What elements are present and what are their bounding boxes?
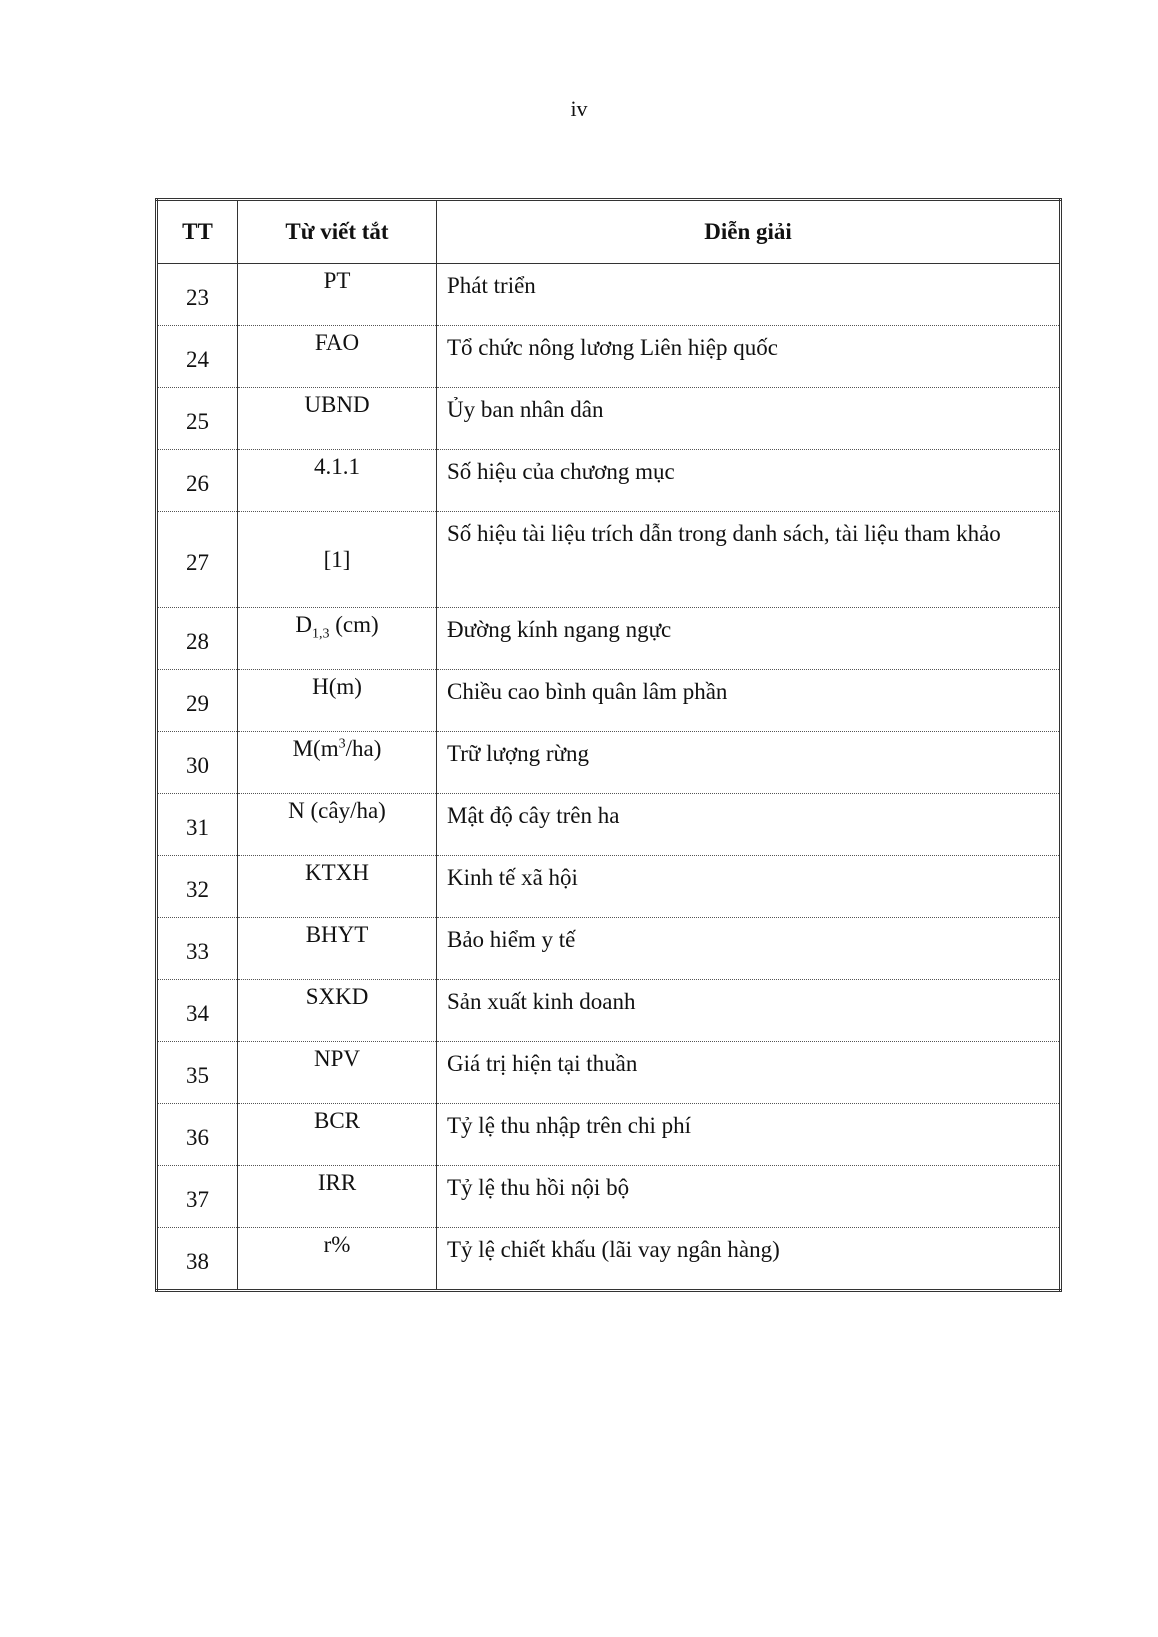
table-row (157, 326, 1061, 388)
row-abbreviation: BCR (238, 1104, 437, 1166)
abbreviation-table (155, 198, 1062, 1292)
table-row (157, 1104, 1061, 1166)
row-number: 36 (157, 1104, 238, 1166)
table-row (157, 670, 1061, 732)
row-description: Tỷ lệ chiết khấu (lãi vay ngân hàng) (437, 1228, 1061, 1291)
row-description: Đường kính ngang ngực (437, 608, 1061, 670)
row-number: 26 (157, 450, 238, 512)
row-abbreviation: r% (238, 1228, 437, 1291)
row-number: 25 (157, 388, 238, 450)
row-abbreviation: SXKD (238, 980, 437, 1042)
row-abbreviation: PT (238, 264, 437, 326)
row-abbreviation: UBND (238, 388, 437, 450)
row-description: Tỷ lệ thu nhập trên chi phí (437, 1104, 1061, 1166)
row-description: Bảo hiểm y tế (437, 918, 1061, 980)
row-number: 37 (157, 1166, 238, 1228)
row-number: 35 (157, 1042, 238, 1104)
header-tt: TT (157, 200, 238, 264)
abbreviation-main: D (295, 612, 312, 637)
row-description: Số hiệu của chương mục (437, 450, 1061, 512)
row-abbreviation: IRR (238, 1166, 437, 1228)
table-row (157, 264, 1061, 326)
row-abbreviation: H(m) (238, 670, 437, 732)
row-description: Sản xuất kinh doanh (437, 980, 1061, 1042)
row-description: Tổ chức nông lương Liên hiệp quốc (437, 326, 1061, 388)
table-row (157, 732, 1061, 794)
row-description: Ủy ban nhân dân (437, 388, 1061, 450)
row-number: 27 (157, 512, 238, 608)
row-number: 28 (157, 608, 238, 670)
row-abbreviation (238, 732, 437, 794)
row-number: 29 (157, 670, 238, 732)
row-description: Tỷ lệ thu hồi nội bộ (437, 1166, 1061, 1228)
table-row (157, 856, 1061, 918)
row-number: 30 (157, 732, 238, 794)
table-row (157, 918, 1061, 980)
abbreviation-subscript: 1,3 (311, 626, 330, 642)
row-number: 34 (157, 980, 238, 1042)
header-description: Diễn giải (437, 200, 1061, 264)
table-row (157, 450, 1061, 512)
row-number: 33 (157, 918, 238, 980)
table-header-row (157, 200, 1061, 264)
header-abbreviation: Từ viết tắt (238, 200, 437, 264)
row-abbreviation: [1] (238, 512, 437, 608)
table-row (157, 794, 1061, 856)
row-number: 31 (157, 794, 238, 856)
table-row (157, 980, 1061, 1042)
row-number: 23 (157, 264, 238, 326)
table-row (157, 1166, 1061, 1228)
table-row (157, 512, 1061, 608)
table-row (157, 1228, 1061, 1291)
abbreviation-main: M(m (292, 736, 339, 761)
row-abbreviation: KTXH (238, 856, 437, 918)
table-row (157, 388, 1061, 450)
table-row (157, 608, 1061, 670)
abbreviation-rest: /ha) (345, 736, 382, 761)
row-description: Trữ lượng rừng (437, 732, 1061, 794)
page-number: iv (570, 96, 588, 121)
row-abbreviation: FAO (238, 326, 437, 388)
row-description: Kinh tế xã hội (437, 856, 1061, 918)
table-row (157, 1042, 1061, 1104)
row-number: 32 (157, 856, 238, 918)
row-abbreviation: N (cây/ha) (238, 794, 437, 856)
row-abbreviation: 4.1.1 (238, 450, 437, 512)
abbreviation-superscript: 3 (338, 736, 346, 752)
row-number: 24 (157, 326, 238, 388)
row-description: Số hiệu tài liệu trích dẫn trong danh sách, tài liệu tham khảo (437, 512, 1061, 608)
row-description: Mật độ cây trên ha (437, 794, 1061, 856)
row-abbreviation: BHYT (238, 918, 437, 980)
abbreviation-rest: (cm) (329, 612, 379, 637)
row-abbreviation: NPV (238, 1042, 437, 1104)
row-description: Chiều cao bình quân lâm phần (437, 670, 1061, 732)
row-description: Phát triển (437, 264, 1061, 326)
row-number: 38 (157, 1228, 238, 1291)
row-abbreviation (238, 608, 437, 670)
row-description: Giá trị hiện tại thuần (437, 1042, 1061, 1104)
